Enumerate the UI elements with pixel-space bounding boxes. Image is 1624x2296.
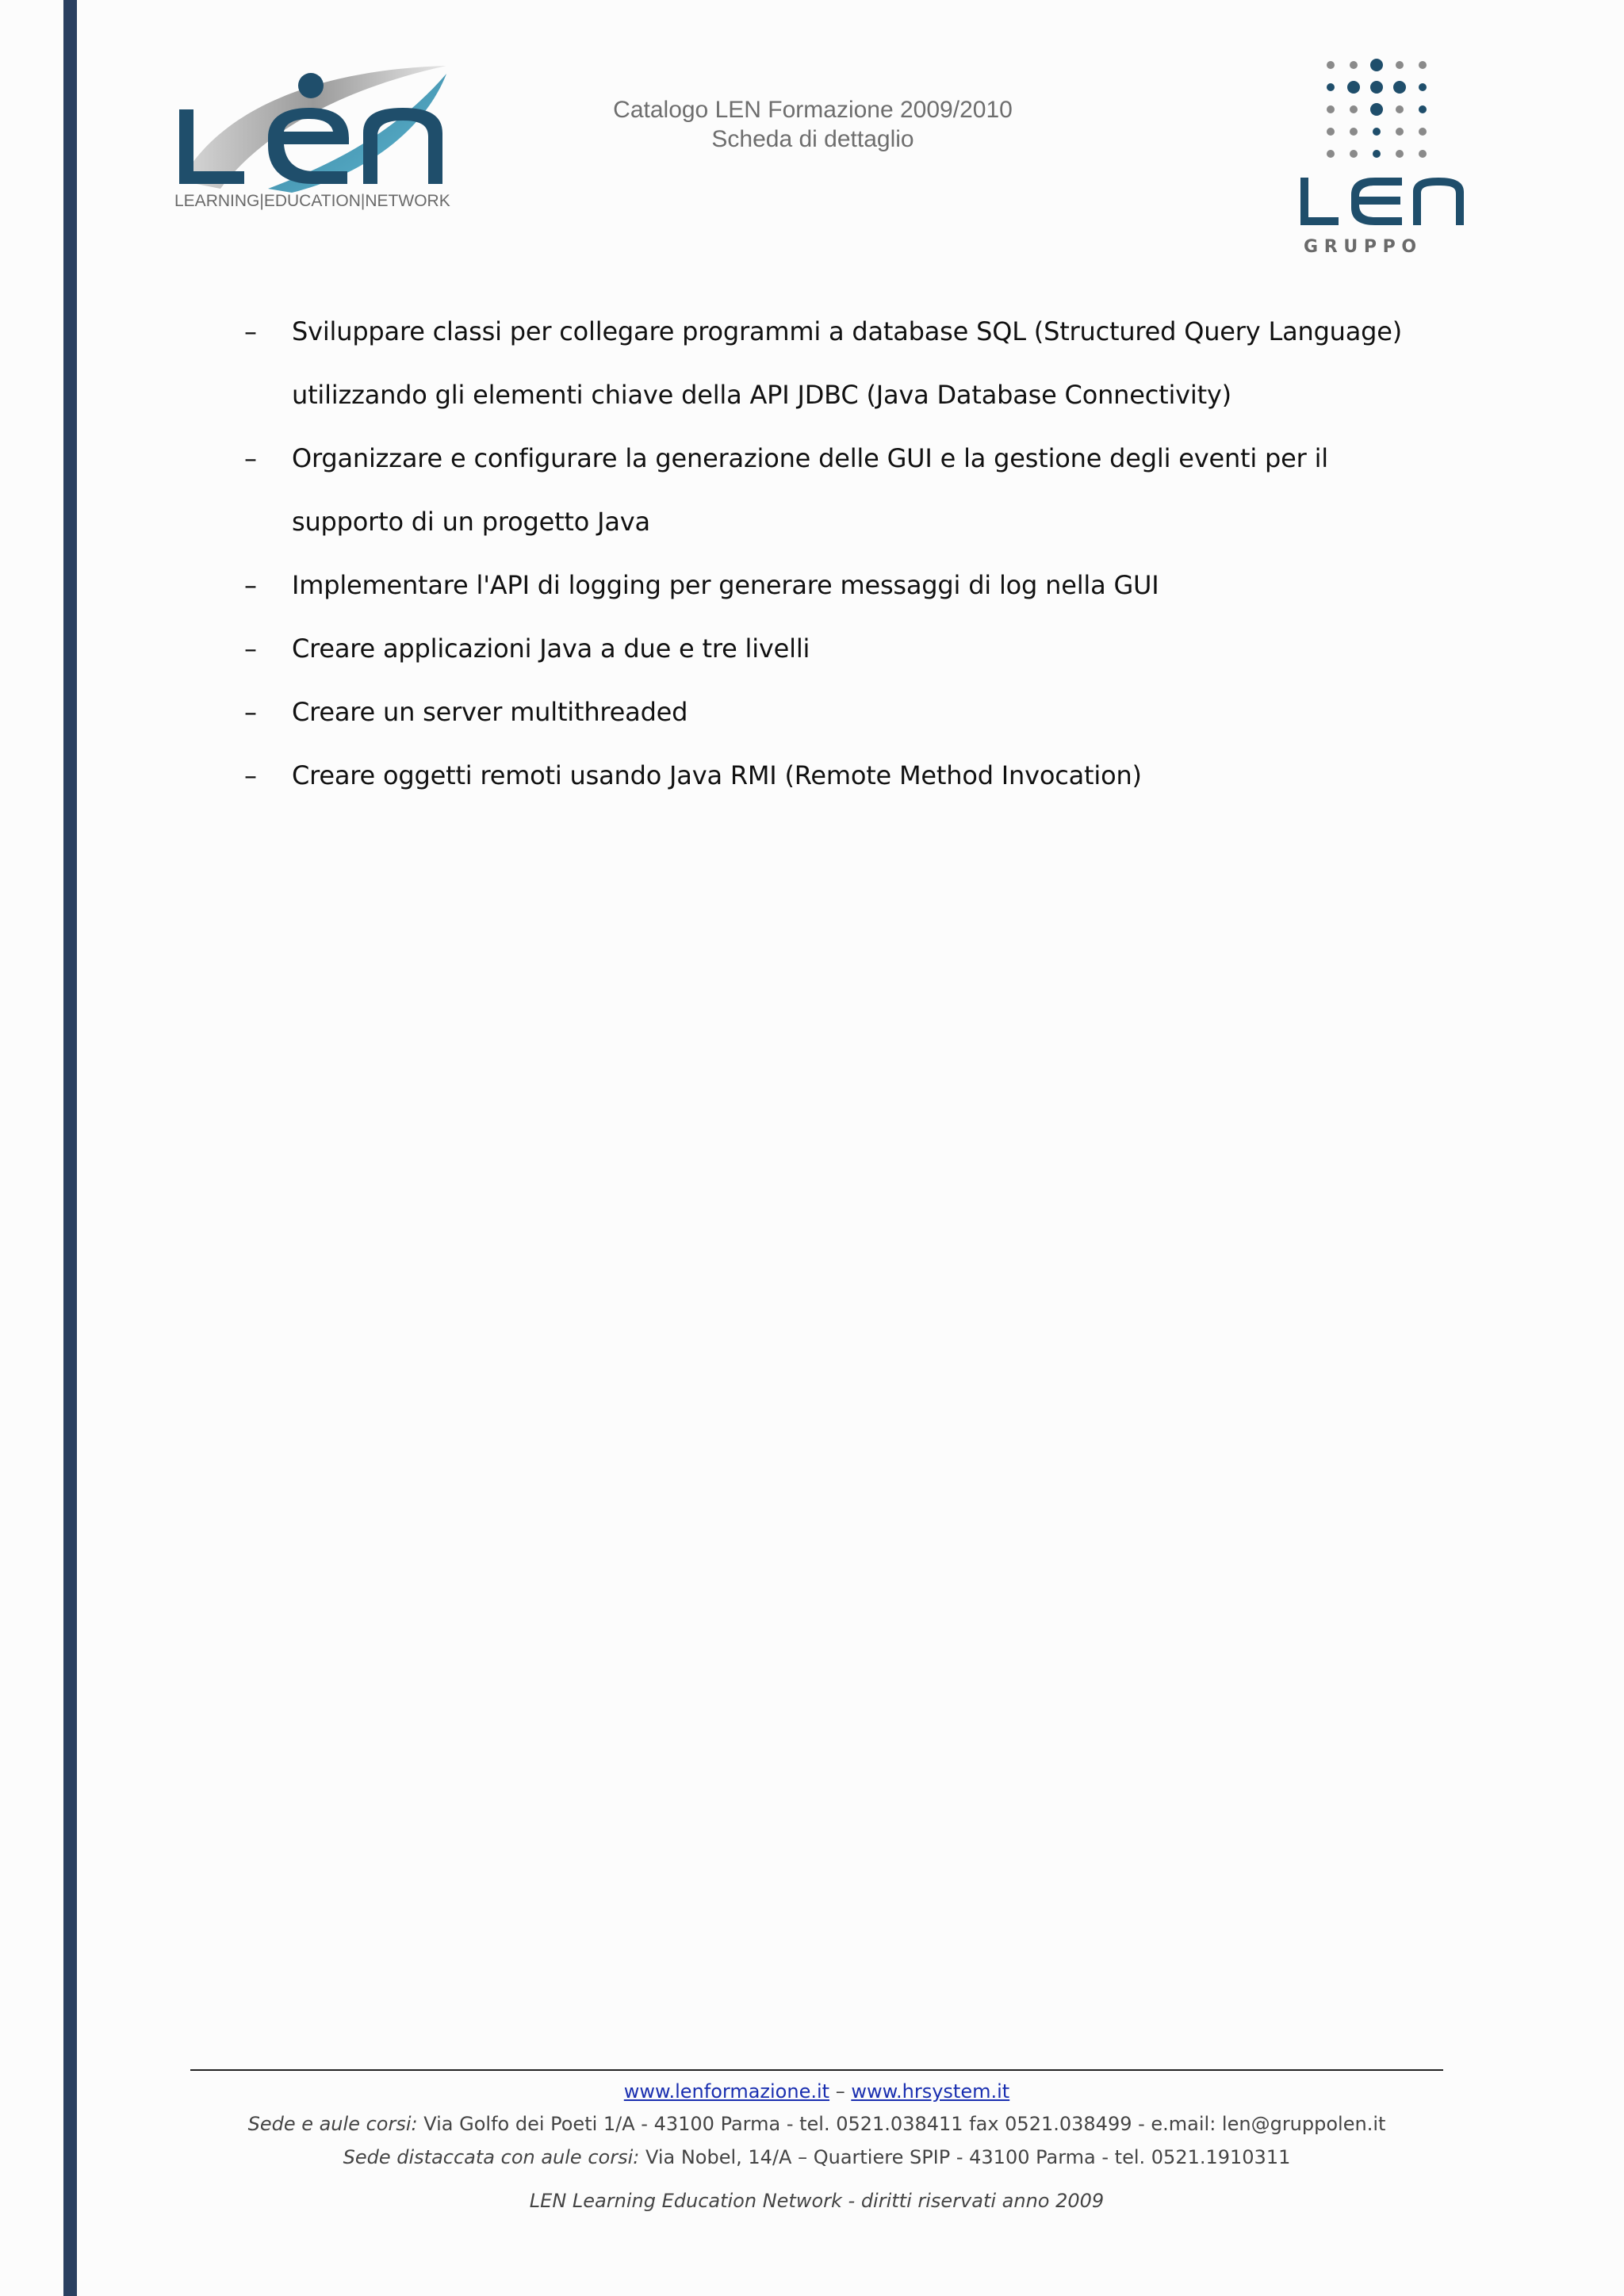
footer-address-main bbox=[190, 2107, 1443, 2141]
link-separator: – bbox=[835, 2080, 845, 2103]
left-margin-bar bbox=[63, 0, 77, 2296]
logo-tagline: LEARNING|EDUCATION|NETWORK bbox=[174, 192, 450, 210]
address-main-label: Sede e aule corsi: bbox=[247, 2113, 418, 2135]
bullet-dash: – bbox=[244, 760, 257, 790]
list-item-text: Sviluppare classi per collegare programmi a database SQL (Structured Query Language) utilizzando gli elementi chiave della API JDBC (Java Database Connectivity) bbox=[292, 316, 1403, 410]
list-item-text: Implementare l'API di logging per generare messaggi di log nella GUI bbox=[292, 570, 1159, 600]
list-item-text: Creare applicazioni Java a due e tre livelli bbox=[292, 633, 810, 664]
link-lenformazione[interactable]: www.lenformazione.it bbox=[623, 2080, 830, 2103]
page-header bbox=[523, 95, 1102, 154]
address-secondary-label: Sede distaccata con aule corsi: bbox=[343, 2146, 640, 2168]
objectives-list bbox=[238, 300, 1443, 807]
footer-address-secondary bbox=[190, 2141, 1443, 2174]
list-item bbox=[238, 617, 1443, 680]
catalog-subtitle: Scheda di dettaglio bbox=[711, 126, 914, 152]
link-hrsystem[interactable]: www.hrsystem.it bbox=[851, 2080, 1010, 2103]
copyright: LEN Learning Education Network - diritti riservati anno 2009 bbox=[529, 2190, 1105, 2212]
address-main-text: Via Golfo dei Poeti 1/A - 43100 Parma - tel. 0521.038411 fax 0521.038499 - e.mail: len@gruppolen.it bbox=[417, 2113, 1386, 2135]
address-secondary-text: Via Nobel, 14/A – Quartiere SPIP - 43100 Parma - tel. 0521.1910311 bbox=[639, 2146, 1291, 2168]
bullet-dash: – bbox=[244, 570, 257, 600]
dot-pattern-icon bbox=[1327, 59, 1427, 158]
len-logo bbox=[173, 62, 458, 212]
bullet-dash: – bbox=[244, 697, 257, 727]
list-item bbox=[238, 553, 1443, 617]
list-item bbox=[238, 680, 1443, 744]
list-item-text: Organizzare e configurare la generazione delle GUI e la gestione degli eventi per il supporto di un progetto Java bbox=[292, 443, 1328, 537]
bullet-dash: – bbox=[244, 443, 257, 473]
list-item-text: Creare un server multithreaded bbox=[292, 697, 688, 727]
bullet-dash: – bbox=[244, 316, 257, 346]
bullet-dash: – bbox=[244, 633, 257, 664]
list-item bbox=[238, 744, 1443, 807]
footer-divider bbox=[190, 2069, 1443, 2071]
list-item bbox=[238, 427, 1443, 553]
catalog-title: Catalogo LEN Formazione 2009/2010 bbox=[613, 97, 1013, 123]
page-footer bbox=[190, 2076, 1443, 2212]
len-gruppo-logo bbox=[1293, 52, 1475, 258]
list-item bbox=[238, 300, 1443, 427]
gruppo-subtitle: G R U P P O bbox=[1304, 237, 1417, 257]
footer-links bbox=[190, 2076, 1443, 2107]
list-item-text: Creare oggetti remoti usando Java RMI (Remote Method Invocation) bbox=[292, 760, 1142, 790]
